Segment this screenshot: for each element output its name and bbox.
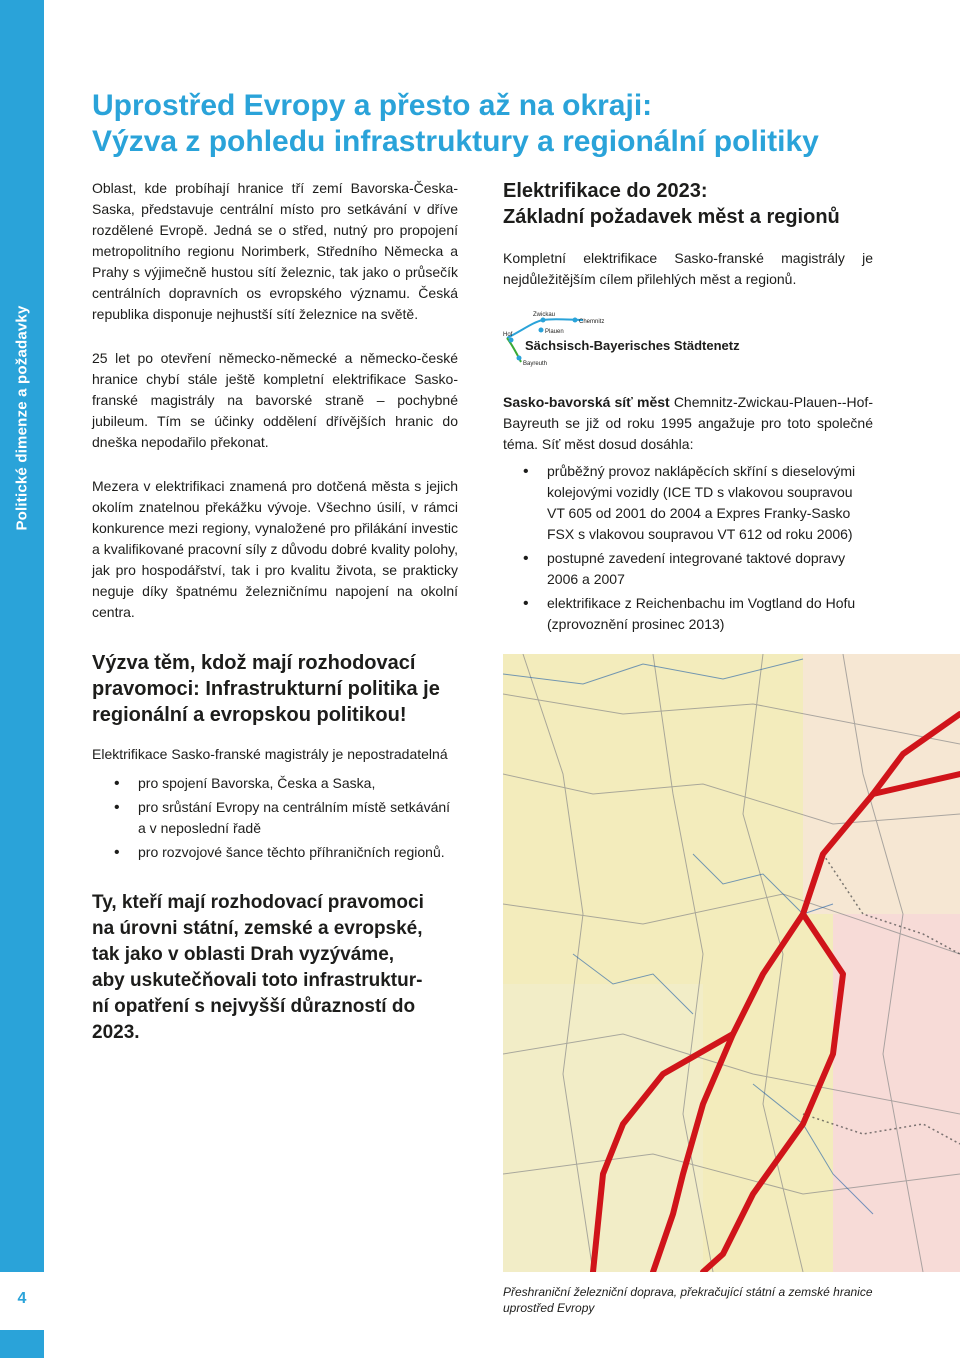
right-column (503, 178, 873, 638)
page-number: 4 (17, 1290, 27, 1307)
railway-map-graphic (503, 654, 960, 1272)
right-heading-line-2: Základní požadavek měst a regionů (503, 206, 840, 228)
left-paragraph-3: Mezera v elektrifikaci znamená pro dotčená města s jejich okolím znatelnou překážku vývoje. Všechno úsilí, v rámci konkurence mezi regiony, vynaložené pro přilákání investic a kvalifikované pracovní síly z důvodu dobré kvality polohy, jak pro hospodářství, tak i pro kvalitu života, se prakticky neguje díky špatnému železničnímu napojení na okolní centra. (92, 478, 458, 620)
map-caption: Přeshraniční železniční doprava, překračující státní a zemské hranice uprostřed Evropy (503, 1285, 873, 1315)
right-heading (503, 178, 873, 230)
logo-city-plauen: Plauen (545, 329, 564, 335)
right-paragraph-1: Kompletní elektrifikace Sasko-franské magistrály je nejdůležitějším cílem přilehlých měst a regionů. (503, 250, 873, 287)
left-column (92, 178, 458, 1046)
left-heading-line-2: pravomoci: Infrastrukturní politika je (92, 678, 440, 700)
right-paragraph-2-rest: Chemnitz-Zwickau-Plauen--Hof-Bayreuth se již od roku 1995 angažuje pro toto společné téma. Síť měst dosud dosáhla: (503, 394, 873, 452)
logo-city-bayreuth: Bayreuth (523, 361, 548, 367)
left-paragraph-4: Elektrifikace Sasko-franské magistrály je nepostradatelná (92, 746, 448, 762)
list-item: • průběžný provoz naklápěcích skříní s dieselovými kolejovými vozidly (ICE TD s vlakovou soupravou VT 605 od 2001 do 2004 a Expres Franky-Sasko FSX s vlakovou soupravou VT 612 od roku 2006) (503, 461, 873, 545)
list-item: • pro rozvojové šance těchto příhraničních regionů. (92, 842, 458, 863)
title-line-1: Uprostřed Evropy a přesto až na okraji: (92, 89, 653, 122)
logo-city-zwickau: Zwickau (533, 312, 556, 318)
call-line-4: aby uskutečňovali toto infrastruktur- (92, 970, 423, 991)
page-title (92, 88, 819, 160)
left-bullet-list (92, 773, 458, 863)
railway-map (503, 654, 960, 1272)
call-line-6: 2023. (92, 1022, 140, 1043)
left-heading-line-3: regionální a evropskou politikou! (92, 704, 407, 726)
list-item: • pro srůstání Evropy na centrálním místě setkávání a v neposlední řadě (92, 797, 458, 839)
logo-city-hof: Hof (503, 332, 513, 338)
call-to-action (92, 890, 458, 1046)
right-heading-line-1: Elektrifikace do 2023: (503, 180, 708, 202)
left-heading (92, 650, 458, 728)
list-item: • postupné zavedení integrované taktové dopravy 2006 a 2007 (503, 548, 873, 590)
call-line-5: ní opatření s nejvyšší důrazností do (92, 996, 416, 1017)
left-paragraph-1: Oblast, kde probíhají hranice tří zemí Bavorska-Česka-Saska, představuje centrální místo pro setkávání v dříve rozdělené Evropě. Jedná se o střed, nutný pro propojení metropolitního regionu Norimberk, Středního Německa a Prahy s výjimečně hustou sítí železnic, tak jako o průsečík centrálních dopravních os evropského významu. Česká republika disponuje nejhustší sítí železnice na světě. (92, 180, 458, 322)
right-bullet-list (503, 461, 873, 635)
staedtenetz-logo (503, 308, 740, 368)
call-line-1: Ty, kteří mají rozhodovací pravomoci (92, 892, 424, 913)
left-paragraph-2: 25 let po otevření německo-německé a německo-české hranice chybí stále ještě kompletní elektrifikace Sasko-franské magistrály na bavorské straně – pochybné jubileum. Tím se účinky oddělení dřívějších hranic do dneška nepodařilo překonat. (92, 350, 458, 450)
list-item: • pro spojení Bavorska, Česka a Saska, (92, 773, 458, 794)
call-line-2: na úrovni státní, zemské a evropské, (92, 918, 423, 939)
title-line-2: Výzva z pohledu infrastruktury a regionální politiky (92, 125, 819, 158)
call-line-3: tak jako v oblasti Drah vyzýváme, (92, 944, 395, 965)
list-item: • elektrifikace z Reichenbachu im Vogtland do Hofu (zprovoznění prosinec 2013) (503, 593, 873, 635)
right-paragraph-2 (503, 392, 873, 455)
right-paragraph-2-bold: Sasko-bavorská síť měst (503, 394, 670, 410)
left-heading-line-1: Výzva těm, kdož mají rozhodovací (92, 652, 416, 674)
logo-city-chemnitz: Chemnitz (579, 319, 605, 325)
sidebar-label: Politické dimenze a požadavky (13, 305, 31, 531)
logo-text: Sächsisch-Bayerisches Städtenetz (525, 338, 740, 353)
sidebar (0, 0, 44, 1358)
